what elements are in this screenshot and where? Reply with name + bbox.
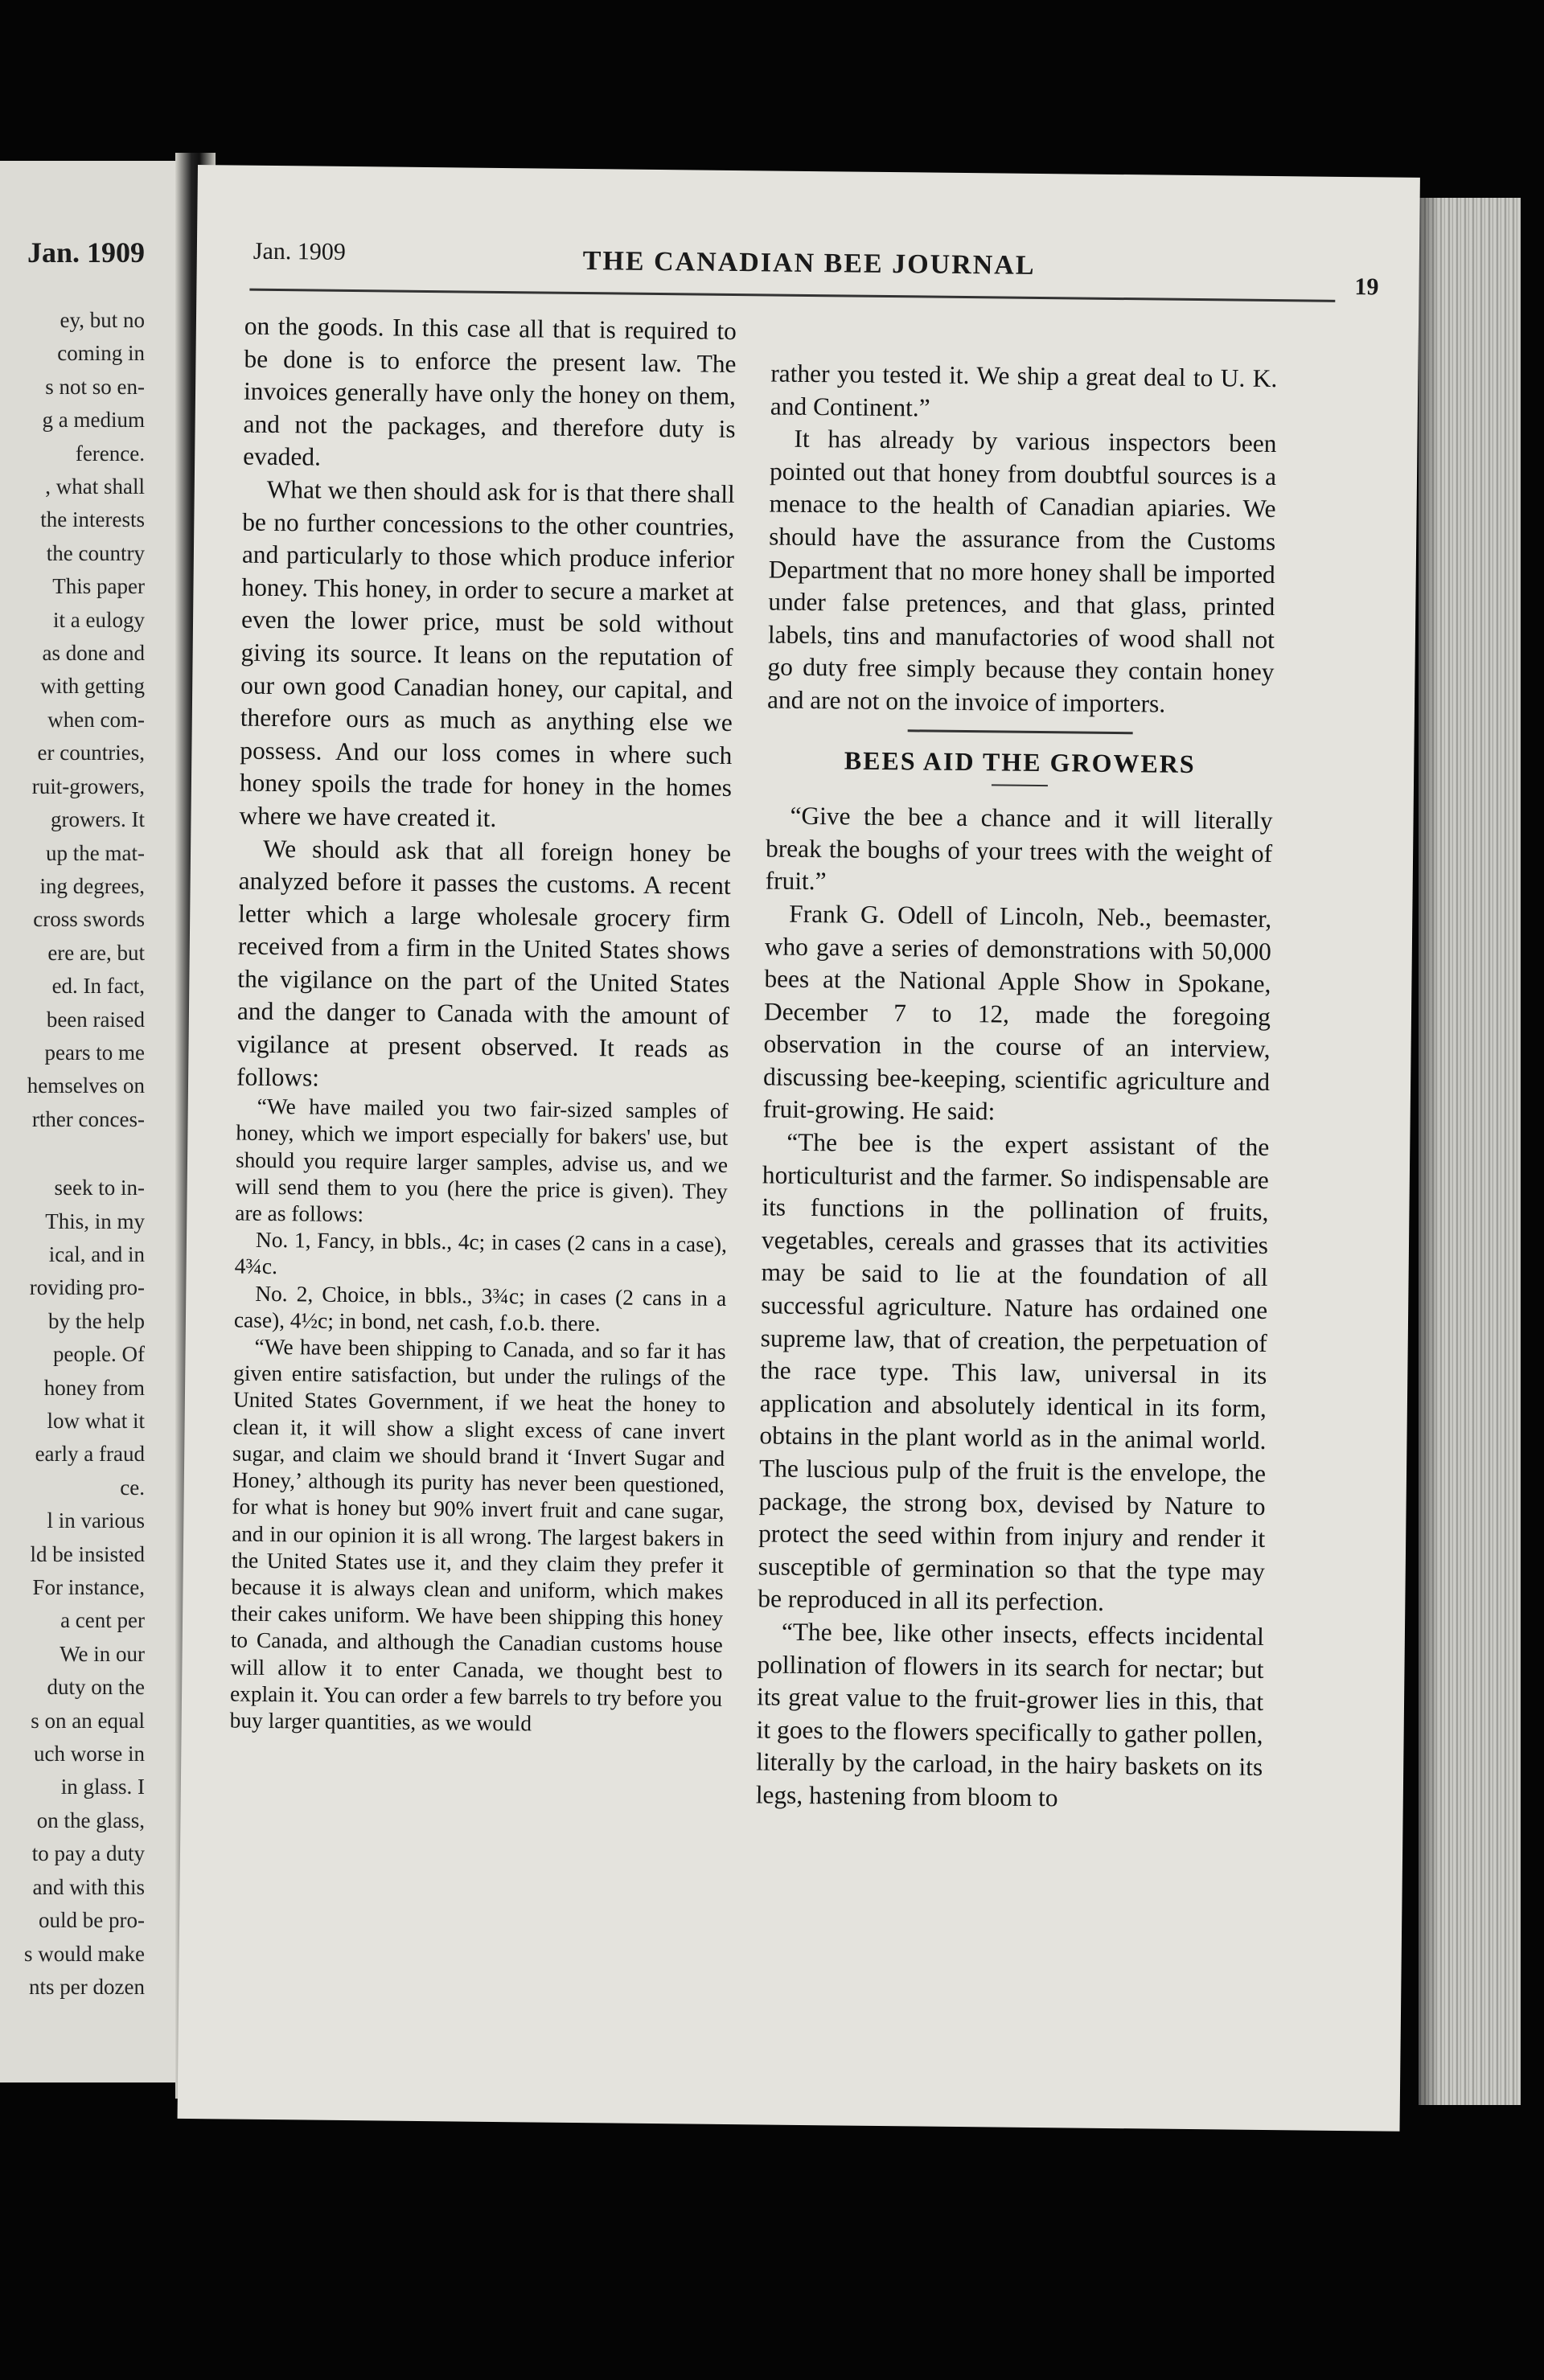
left-page-line: ere are, but [47, 940, 145, 965]
left-page-line: ce. [120, 1475, 145, 1500]
section-heading: BEES AID THE GROWERS [844, 745, 1196, 778]
left-page-line: This, in my [45, 1208, 145, 1233]
left-page-line: as done and [42, 641, 145, 666]
left-page-line: ey, but no [60, 308, 145, 332]
left-page-line: For instance, [32, 1575, 145, 1600]
header-date: Jan. 1909 [253, 237, 347, 265]
left-page-line: pears to me [44, 1040, 145, 1065]
left-page-line: the country [46, 540, 145, 565]
left-page-line: ical, and in [48, 1241, 145, 1266]
left-page-line: , what shall [45, 474, 145, 499]
column-left [230, 310, 737, 1739]
left-page-line: people. Of [53, 1342, 145, 1367]
left-facing-page [0, 161, 187, 2082]
left-page-line: it a eulogy [53, 607, 145, 632]
paragraph: Frank G. Odell of Lincoln, Neb., beemaster, who gave a series of demonstrations with 50,000 bees at the National Apple Show in Spokane, December 7 to 12, made the foregoing observation in the course of an interview, discussing bee-keeping, scientific agriculture and fruit-growing. He said: [762, 899, 1272, 1126]
journal-page [178, 165, 1420, 2132]
left-page-line: ference. [75, 441, 145, 466]
left-page-line: seek to in- [54, 1176, 145, 1200]
left-page-line: with getting [40, 674, 145, 699]
left-page-line: s not so en- [45, 374, 145, 399]
page-edges [1419, 198, 1521, 2105]
left-page-line: to pay a duty [31, 1841, 145, 1866]
paragraph: on the goods. In this case all that is required to be done is to enforce the present law. The invoices generally have only the honey on them, and not the packages, and therefore duty is evaded. [243, 311, 737, 471]
left-page-line: on the glass, [36, 1808, 145, 1832]
left-page-line: ing degrees, [39, 873, 145, 898]
left-page-line: l in various [47, 1508, 145, 1533]
left-page-line: ld be insisted [30, 1541, 145, 1566]
left-page-line: This paper [52, 574, 145, 599]
quoted-letter [230, 1094, 729, 1739]
paragraph: “Give the bee a chance and it will literally break the boughs of your trees with the weight of fruit.” [765, 801, 1273, 896]
left-page-header: Jan. 1909 [27, 236, 145, 269]
journal-title: THE CANADIAN BEE JOURNAL [582, 246, 1036, 281]
running-header [253, 237, 1379, 301]
left-page-line: early a fraud [35, 1442, 145, 1467]
left-page-line: honey from [43, 1375, 145, 1400]
left-page-line: a cent per [60, 1608, 145, 1633]
column-right [756, 357, 1278, 1816]
section-separator [908, 729, 1133, 734]
paragraph: It has already by various inspectors been pointed out that honey from doubtful sources is a menace to the health of Canadian apiaries. We should have the assurance from the Customs Department that no more honey shall be imported under false pretences, and that glass, printed labels, tins and manufactories of wood shall not go duty free simply because they contain honey and are not on the invoice of importers. [766, 424, 1277, 718]
left-page-line: when com- [47, 707, 145, 732]
left-page-line: cross swords [33, 907, 145, 932]
left-page-text [0, 304, 145, 2082]
left-page-line: ould be pro- [39, 1908, 145, 1933]
left-page-line: rther conces- [31, 1106, 145, 1131]
left-page-line: coming in [57, 341, 145, 366]
paragraph: We should ask that all foreign honey be analyzed before it passes the customs. A recent letter which a large wholesale grocery firm received from a firm in the United States shows the vigilance on the part of the United States and the danger to Canada with the amount of vigilance at present observed. It reads as follows: [236, 834, 732, 1092]
left-page-line: ruit-growers, [31, 774, 145, 798]
left-page-line: up the mat- [46, 840, 145, 865]
price-item: No. 1, Fancy, in bbls., 4c; in cases (2 cans in a case), 4¾c. [234, 1228, 728, 1279]
paragraph: “The bee, like other insects, effects incidental pollination of flowers in its search for nectar; but its great value to the fruit-grower lies in this, that it goes to the flowers specifically to gather pollen, literally by the carload, in the hairy baskets on its legs, hastening from bloom to [755, 1617, 1265, 1812]
left-page-line: low what it [47, 1409, 145, 1433]
left-page-line: s would make [24, 1941, 145, 1966]
left-page-line: er countries, [37, 741, 145, 765]
left-page-line: roviding pro- [29, 1275, 145, 1300]
left-page-line: uch worse in [34, 1742, 145, 1767]
page-number: 19 [1354, 273, 1379, 301]
left-page-line: g a medium [42, 408, 145, 433]
left-page-line: We in our [60, 1641, 145, 1666]
heading-underline [992, 785, 1048, 787]
header-rule [249, 289, 1335, 302]
quote-paragraph: “We have been shipping to Canada, and so far it has given entire satisfaction, but under the rulings of the United States Government, if we heat the honey to clean it, it will show a slight excess of cane invert sugar, and claim we should brand it ‘Invert Sugar and Honey,’ although its purity has never been questioned, for what is honey but 90% invert fruit and cane sugar, and in our opinion it is all wrong. The largest bakers in the United States use it, and they claim they prefer it because it is always clean and uniform, which makes their cakes uniform. We have been shipping this honey to Canada, and although the Canadian customs house will allow it to enter Canada, we thought best to explain it. You can order a few barrels to try before you buy larger quantities, as we would [229, 1334, 726, 1736]
line-gap [0, 1136, 145, 1172]
left-page-line: and with this [32, 1874, 145, 1899]
left-page-line: in glass. I [60, 1775, 145, 1799]
price-item: No. 2, Choice, in bbls., 3¾c; in cases (2 cans in a case), 4½c; in bond, net cash, f.o.b. there. [233, 1281, 727, 1336]
paragraph: What we then should ask for is that there shall be no further concessions to the other countries, and particularly to those which produce inferior honey. This honey, in order to secure a market at even the lower price, must be sold without giving its source. It leans on the reputation of our own good Canadian honey, our capital, and therefore ours as much as anything else we possess. And our loss comes in where such honey spoils the trade for honey in the homes where we have created it. [239, 474, 735, 832]
left-page-line: duty on the [47, 1675, 145, 1700]
left-page-line: growers. It [51, 807, 145, 832]
paragraph: rather you tested it. We ship a great deal to U. K. and Continent.” [770, 359, 1278, 422]
left-page-line: hemselves on [27, 1073, 145, 1098]
left-page-line: nts per dozen [29, 1974, 145, 1999]
left-page-line: the interests [40, 507, 145, 532]
paragraph: “The bee is the expert assistant of the horticulturist and the farmer. So indispensable are its functions in the pollination of fruits, vegetables, cereals and grasses that its activities may be said to lie at the foundation of all successful agriculture. Nature has ordained one supreme law, that of creation, the perpetuation of the race type. This law, universal in its application and absolutely identical in its form, obtains in the plant world as in the animal world. The luscious pulp of the fruit is the envelope, the package, the strong box, devised by Nature to protect the seed within from injury and render it susceptible of germination so that the type may be reproduced in all its perfection. [758, 1127, 1270, 1617]
left-page-line: ed. In fact, [51, 974, 145, 999]
quote-paragraph: “We have mailed you two fair-sized samples of honey, which we import especially for bakers' use, but should you require larger samples, advise us, and we will send them to you (here the price is given). They are as follows: [235, 1094, 729, 1227]
left-page-line: by the help [48, 1308, 145, 1333]
left-page-line: been raised [46, 1007, 145, 1032]
left-page-line: s on an equal [31, 1708, 145, 1733]
